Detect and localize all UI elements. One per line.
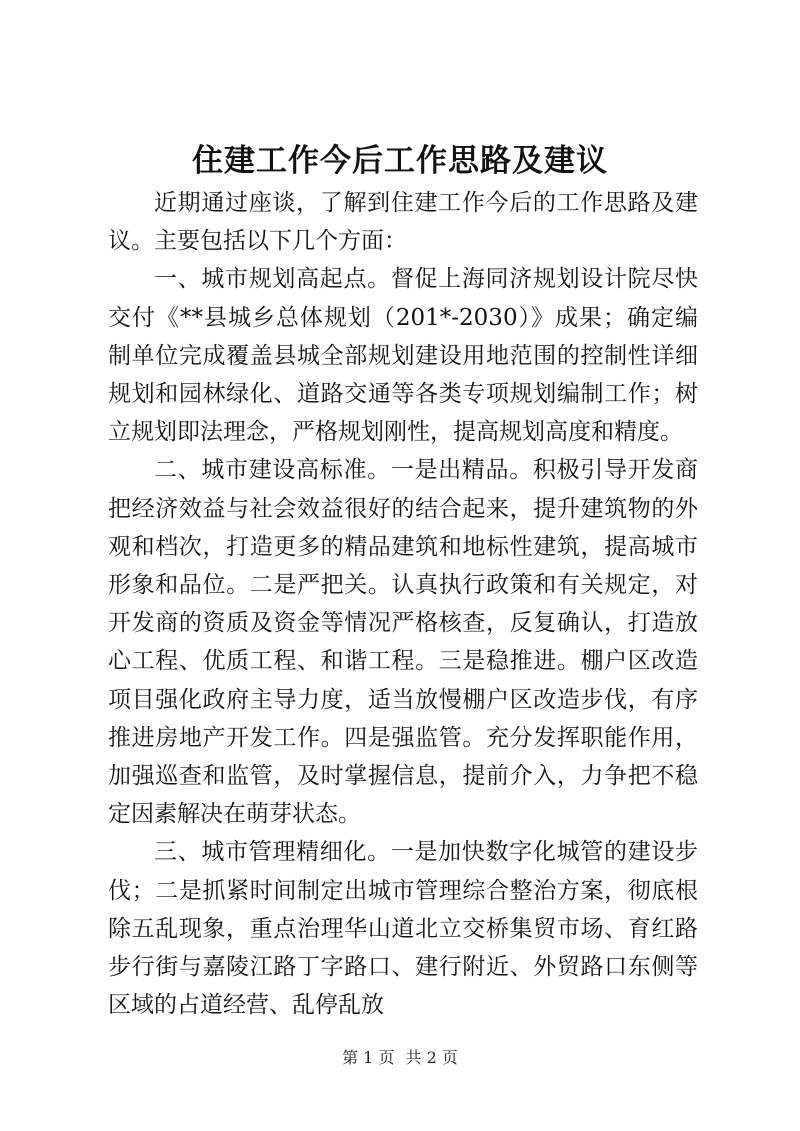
page-footer <box>0 1047 800 1069</box>
paragraph-urban-planning: 一、城市规划高起点。督促上海同济规划设计院尽快交付《**县城乡总体规划（201*-2030）》成果；确定编制单位完成覆盖县城全部规划建设用地范围的控制性详细规划和园林绿化、道路交通等各类专项规划编制工作；树立规划即法理念，严格规划刚性，提高规划高度和精度。 <box>108 266 698 446</box>
paragraph-urban-construction: 二、城市建设高标准。一是出精品。积极引导开发商把经济效益与社会效益很好的结合起来，提升建筑物的外观和档次，打造更多的精品建筑和地标性建筑，提高城市形象和品位。二是严把关。认真执行政策和有关规定，对开发商的资质及资金等情况严格核查，反复确认，打造放心工程、优质工程、和谐工程。三是稳推进。棚户区改造项目强化政府主导力度，适当放慢棚户区改造步伐，有序推进房地产开发工作。四是强监管。充分发挥职能作用，加强巡查和监管，及时掌握信息，提前介入，力争把不稳定因素解决在萌芽状态。 <box>108 457 698 828</box>
paragraph-intro: 近期通过座谈，了解到住建工作今后的工作思路及建议。主要包括以下几个方面： <box>108 190 698 255</box>
page-number: 第 1 页 <box>342 1048 395 1067</box>
document-body <box>108 184 698 1024</box>
page-total: 共 2 页 <box>405 1048 458 1067</box>
document-title: 住建工作今后工作思路及建议 <box>192 143 608 179</box>
paragraph-urban-management: 三、城市管理精细化。一是加快数字化城管的建设步伐；二是抓紧时间制定出城市管理综合整治方案，彻底根除五乱现象，重点治理华山道北立交桥集贸市场、育红路步行街与嘉陵江路丁字路口、建行附近、外贸路口东侧等区域的占道经营、乱停乱放 <box>108 839 698 1019</box>
